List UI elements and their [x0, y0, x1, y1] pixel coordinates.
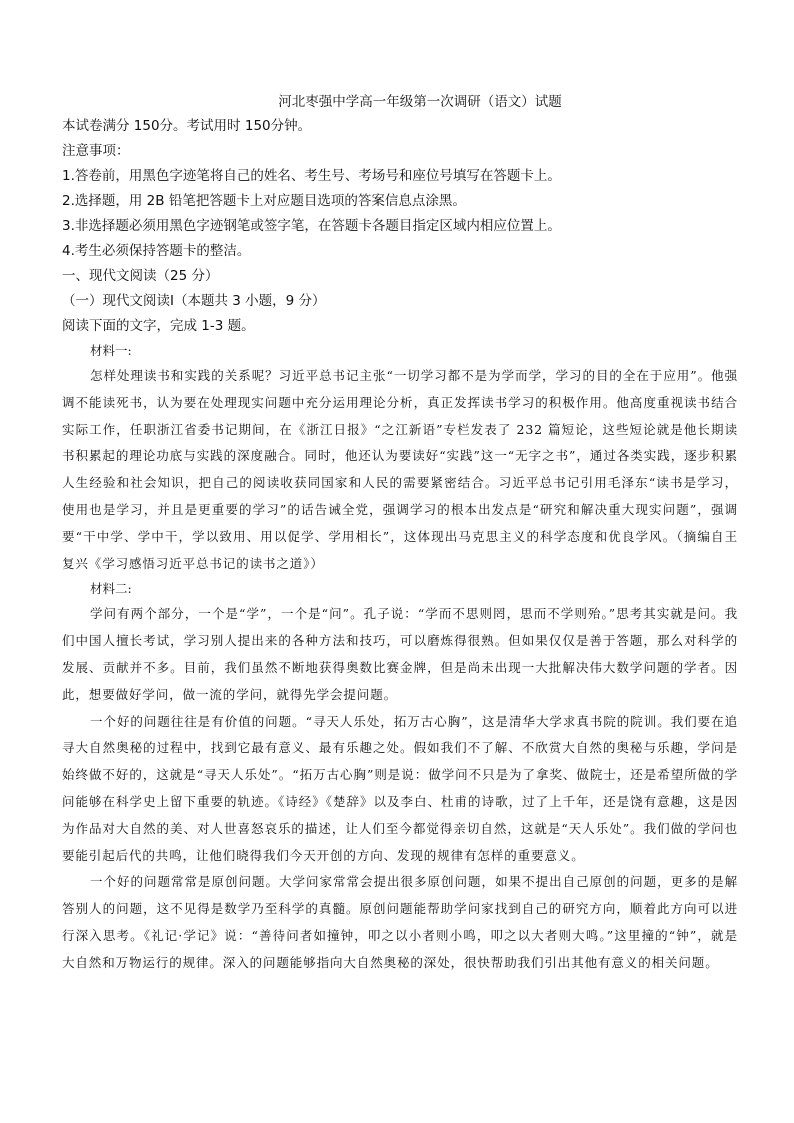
- material-2-label: 材料二:: [90, 581, 132, 597]
- score-info: 本试卷满分 150分。考试用时 150分钟。: [62, 118, 312, 134]
- notice-item: 4.考生必须保持答题卡的整洁。: [62, 243, 251, 259]
- notice-heading: 注意事项：: [62, 143, 130, 159]
- material-1-paragraph: 怎样处理读书和实践的关系呢？习近平总书记主张“一切学习都不是为学而学，学习的目的全在于应用”。他强调不能读死书，认为要在处理现实问题中充分运用理论分析，真正发挥读书学习的积极作用。他高度重视读书结合实际工作，任职浙江省委书记期间，在《浙江日报》“之江新语”专栏发表了 232 篇短论，这些短论就是他长期读书积累起的理论功底与实践的深度融合。同时，他还认为要读好“实践”这一“无字之书”，通过各类实践，逐步积累人生经验和社会知识，把自己的阅读收获同国家和人民的需要紧密结合。习近平总书记引用毛泽东“读书是学习，使用也是学习，并且是更重要的学习”的话告诫全党，强调学习的根本出发点是“研究和解决重大现实问题”，强调要“干中学、学中干，学以致用、用以促学、学用相长”，这体现出马克思主义的科学态度和优良学风。（摘编自王复兴《学习感悟习近平总书记的读书之道》）: [62, 368, 738, 571]
- notice-item: 2.选择题，用 2B 铅笔把答题卡上对应题目选项的答案信息点涂黑。: [62, 193, 466, 209]
- material-2-paragraph: 一个好的问题往往是有价值的问题。“寻天人乐处，拓万古心胸”，这是清华大学求真书院的院训。我们要在追寻大自然奥秘的过程中，找到它最有意义、最有乐趣之处。假如我们不了解、不欣赏大自然的奥秘与乐趣，学问是始终做不好的，这就是“寻天人乐处”。“拓万古心胸”则是说：做学问不只是为了拿奖、做院士，还是希望所做的学问能够在科学史上留下重要的轨迹。《诗经》《楚辞》以及李白、杜甫的诗歌，过了上千年，还是饶有意趣，这是因为作品对大自然的美、对人世喜怒哀乐的描述，让人们至今都觉得亲切自然，这就是“天人乐处”。我们做的学问也要能引起后代的共鸣，让他们晓得我们今天开创的方向、发现的规律有怎样的重要意义。: [62, 713, 738, 863]
- material-2-paragraph: 学问有两个部分，一个是“学”，一个是“问”。孔子说：“学而不思则罔，思而不学则殆。”思考其实就是问。我们中国人擅长考试，学习别人提出来的各种方法和技巧，可以磨炼得很熟。但如果仅仅是善于答题，那么对科学的发展、贡献并不多。目前，我们虽然不断地获得奥数比赛金牌，但是尚未出现一大批解决伟大数学问题的学者。因此，想要做好学问，做一流的学问，就得先学会提问题。: [62, 606, 738, 702]
- material-1-label: 材料一:: [90, 343, 132, 358]
- exam-page: [62, 92, 738, 977]
- material-2-paragraph: 一个好的问题常常是原创问题。大学问家常常会提出很多原创问题，如果不提出自己原创的问题，更多的是解答别人的问题，这不见得是数学乃至科学的真髓。原创问题能帮助学问家找到自己的研究方向，顺着此方向可以进行深入思考。《礼记·学记》说：“善待问者如撞钟，叩之以小者则小鸣，叩之以大者则大鸣。”这里撞的“钟”，就是大自然和万物运行的规律。深入的问题能够指向大自然奥秘的深处，很快帮助我们引出其他有意义的相关问题。: [62, 874, 738, 970]
- section-heading: 一、现代文阅读（25 分）: [62, 268, 219, 284]
- notice-item: 1.答卷前，用黑色字迹笔将自己的姓名、考生号、考场号和座位号填写在答题卡上。: [62, 168, 561, 184]
- notice-item: 3.非选择题必须用黑色字迹钢笔或签字笔，在答题卡各题目指定区域内相应位置上。: [62, 218, 561, 234]
- reading-instruction: 阅读下面的文字，完成 1-3 题。: [62, 318, 255, 334]
- subsection-heading: （一）现代文阅读Ⅰ（本题共 3 小题，9 分）: [62, 293, 326, 309]
- exam-title: 河北枣强中学高一年级第一次调研（语文）试题: [278, 94, 562, 110]
